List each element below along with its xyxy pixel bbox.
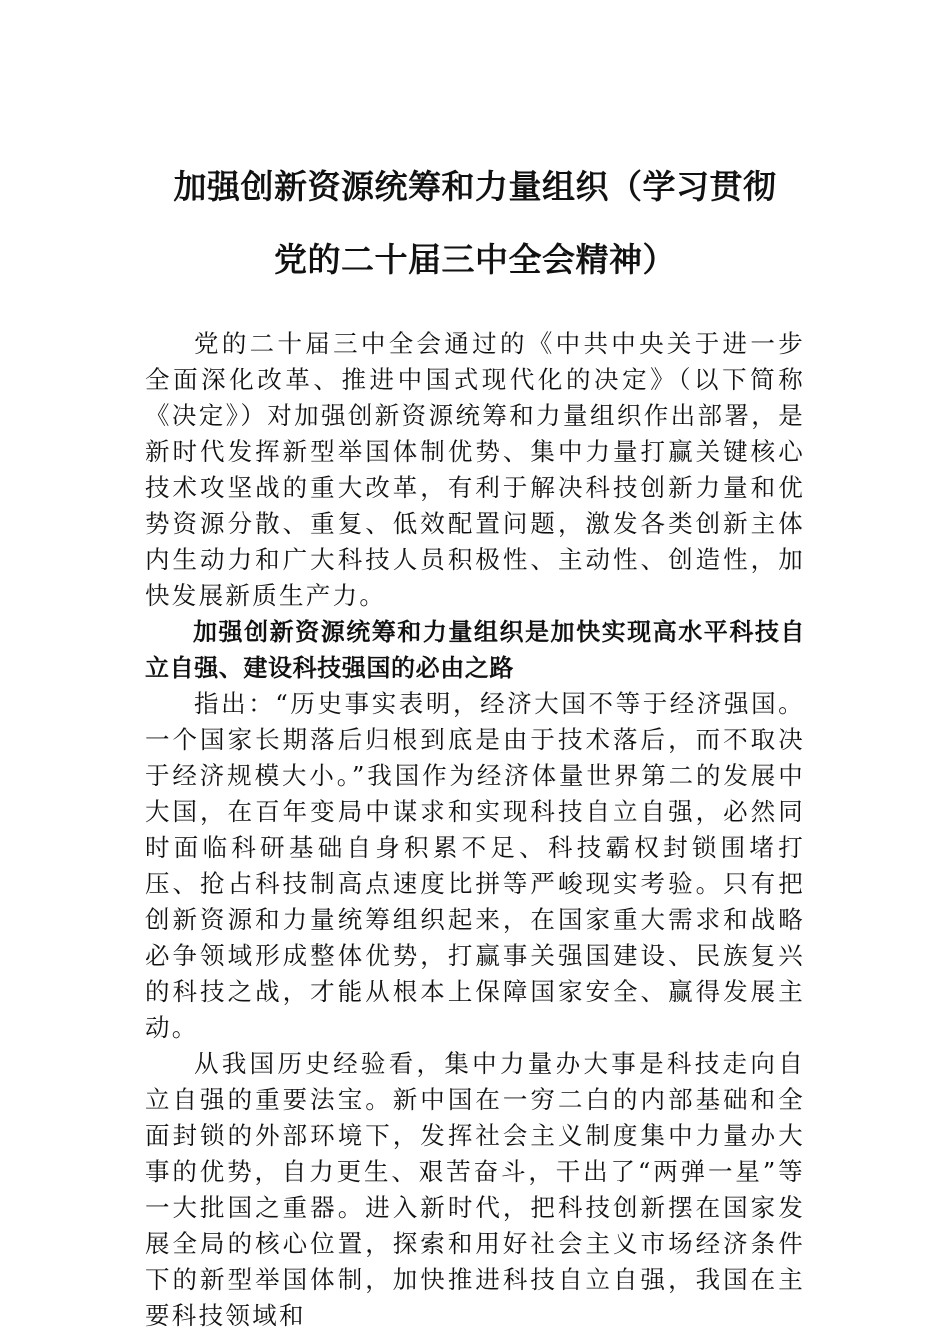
section-heading: 加强创新资源统筹和力量组织是加快实现高水平科技自立自强、建设科技强国的必由之路 (145, 618, 805, 682)
intro-paragraph: 党的二十届三中全会通过的《中共中央关于进一步全面深化改革、推进中国式现代化的决定》（以下简称《决定》）对加强创新资源统筹和力量组织作出部署，是新时代发挥新型举国体制优势、集中力量打赢关键核心技术攻坚战的重大改革，有利于解决科技创新力量和优势资源分散、重复、低效配置问题，激发各类创新主体内生动力和广大科技人员积极性、主动性、创造性，加快发展新质生产力。 (145, 329, 805, 610)
section-paragraph-2: 从我国历史经验看，集中力量办大事是科技走向自立自强的重要法宝。新中国在一穷二白的内部基础和全面封锁的外部环境下，发挥社会主义制度集中力量办大事的优势，自力更生、艰苦奋斗，干出了“两弹一星”等一大批国之重器。进入新时代，把科技创新摆在国家发展全局的核心位置，探索和用好社会主义市场经济条件下的新型举国体制，加快推进科技自立自强，我国在主要科技领域和 (145, 1049, 805, 1330)
section-paragraph-1: 指出：“历史事实表明，经济大国不等于经济强国。一个国家长期落后归根到底是由于技术落后，而不取决于经济规模大小。”我国作为经济体量世界第二的发展中大国，在百年变局中谋求和实现科技自立自强，必然同时面临科研基础自身积累不足、科技霸权封锁围堵打压、抢占科技制高点速度比拼等严峻现实考验。只有把创新资源和力量统筹组织起来，在国家重大需求和战略必争领域形成整体优势，打赢事关强国建设、民族复兴的科技之战，才能从根本上保障国家安全、赢得发展主动。 (145, 689, 805, 1042)
document-body (145, 326, 805, 1334)
document-title (145, 150, 805, 296)
document-title-line-2: 党的二十届三中全会精神） (274, 240, 676, 279)
document-title-line-1: 加强创新资源统筹和力量组织（学习贯彻 (173, 167, 777, 206)
